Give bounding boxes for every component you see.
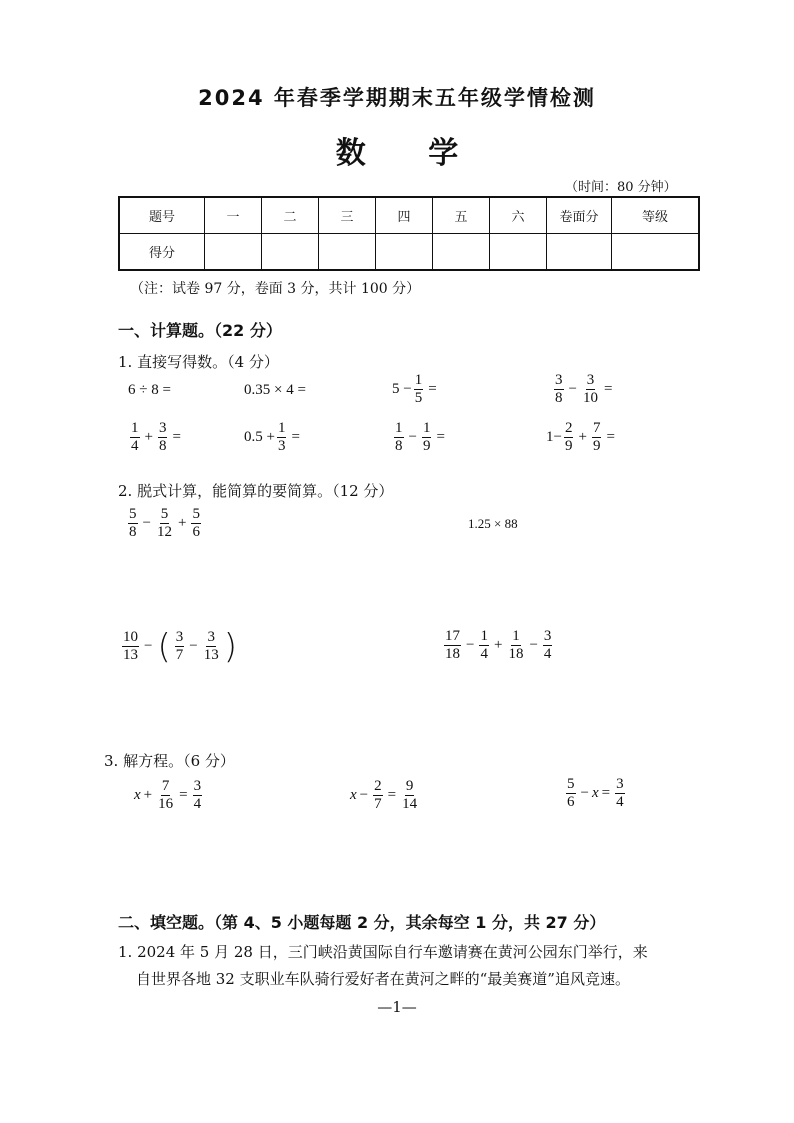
denominator: 7 (374, 796, 382, 812)
fraction (582, 372, 599, 407)
q2-expr-2: 1.25 × 88 (468, 516, 518, 531)
q2-expr-1 (126, 506, 203, 541)
operator: − (142, 515, 151, 531)
fraction (156, 506, 173, 541)
variable-x: x (591, 785, 599, 801)
fraction (158, 420, 168, 455)
numerator: 17 (445, 628, 460, 644)
numerator: 7 (592, 420, 601, 436)
numerator: 1 (277, 420, 286, 436)
score-input-cell[interactable] (433, 234, 490, 271)
table-cell: 六 (490, 197, 547, 234)
numerator: 3 (586, 372, 595, 388)
variable-x: x (134, 787, 141, 803)
numerator: 3 (543, 628, 552, 644)
section2-title: 二、填空题。（第 4、5 小题每题 2 分，其余每空 1 分，共 27 分） (118, 913, 606, 932)
fraction (175, 629, 185, 664)
score-table (118, 196, 700, 271)
equals-sign: = (601, 785, 611, 801)
q1-expr-1: 6 ÷ 8 = (128, 382, 171, 398)
numerator: 3 (616, 776, 624, 792)
table-cell: 得分 (119, 234, 205, 271)
fraction (414, 372, 424, 407)
numerator: 10 (123, 629, 138, 645)
fraction (479, 628, 489, 663)
operator: + (578, 429, 587, 445)
section2-q1-line2: 自世界各地 32 支职业车队骑行爱好者在黄河之畔的“最美赛道”追风竞速。 (136, 970, 630, 988)
denominator: 8 (555, 390, 563, 406)
page-number: —1— (377, 998, 417, 1016)
denominator: 9 (422, 438, 431, 454)
denominator: 14 (402, 796, 418, 812)
denominator: 5 (414, 390, 423, 406)
denominator: 6 (192, 524, 200, 540)
time-limit: （时间：80 分钟） (565, 180, 677, 195)
score-note: （注：试卷 97 分，卷面 3 分，共计 100 分） (130, 281, 421, 297)
score-input-cell[interactable] (319, 234, 376, 271)
numerator: 2 (374, 778, 382, 794)
section2-q1-line1: 1. 2024 年 5 月 28 日，三门峡沿黄国际自行车邀请赛在黄河公园东门举行，来 (118, 943, 648, 961)
denominator: 13 (123, 647, 138, 663)
operator: + (144, 429, 153, 445)
numerator: 3 (158, 420, 167, 436)
fraction (277, 420, 287, 455)
denominator: 4 (616, 794, 624, 810)
fraction (128, 506, 138, 541)
equals-sign: = (387, 787, 397, 803)
denominator: 18 (508, 646, 524, 662)
denominator: 4 (131, 438, 139, 454)
numerator: 1 (131, 420, 139, 436)
q1-expr-4 (552, 372, 615, 407)
table-cell: 一 (205, 197, 262, 234)
table-cell: 四 (376, 197, 433, 234)
table-cell: 卷面分 (547, 197, 612, 234)
q1-expr-6 (244, 420, 303, 455)
denominator: 4 (543, 646, 552, 662)
score-input-cell[interactable] (205, 234, 262, 271)
equals-sign: = (179, 787, 188, 803)
subject-title: 数 学 (335, 136, 485, 171)
table-cell: 二 (262, 197, 319, 234)
score-table-score-row (119, 234, 699, 271)
numerator: 9 (405, 778, 414, 794)
table-cell: 三 (319, 197, 376, 234)
fraction (130, 420, 140, 455)
numerator: 7 (161, 778, 170, 794)
fraction (203, 629, 220, 664)
operator: − (408, 429, 417, 445)
numerator: 2 (564, 420, 573, 436)
fraction (543, 628, 553, 663)
denominator: 6 (567, 794, 575, 810)
fraction (122, 629, 139, 664)
table-cell: 五 (433, 197, 490, 234)
denominator: 8 (129, 524, 137, 540)
equals-sign: = (291, 429, 300, 445)
operator: − (580, 785, 589, 801)
fraction (401, 778, 418, 813)
operator: − (466, 637, 475, 653)
expr-text: 1− (546, 429, 562, 445)
score-input-cell[interactable] (262, 234, 319, 271)
q2-title: 2. 脱式计算，能简算的要简算。（12 分） (118, 482, 394, 500)
q3-equation-3 (564, 776, 627, 811)
expr-text: 5 − (392, 381, 412, 397)
numerator: 3 (193, 778, 202, 794)
section1-title: 一、计算题。（22 分） (118, 321, 282, 340)
denominator: 7 (175, 647, 184, 663)
exam-title: 2024 年春季学期期末五年级学情检测 (198, 86, 596, 110)
denominator: 9 (592, 438, 601, 454)
fraction (193, 778, 203, 813)
equals-sign: = (428, 381, 437, 397)
fraction (507, 628, 524, 663)
table-cell: 等级 (612, 197, 700, 234)
equals-sign: = (436, 429, 445, 445)
q3-equation-2 (350, 778, 420, 813)
q1-expr-5 (128, 420, 184, 455)
fraction (422, 420, 432, 455)
operator: − (359, 787, 369, 803)
denominator: 3 (277, 438, 286, 454)
operator: + (143, 787, 153, 803)
operator: + (177, 515, 187, 531)
right-paren: ) (223, 626, 237, 667)
fraction (592, 420, 602, 455)
denominator: 13 (203, 647, 219, 663)
score-input-cell[interactable] (547, 234, 612, 271)
numerator: 3 (207, 629, 215, 645)
fraction (157, 778, 174, 813)
denominator: 9 (564, 438, 573, 454)
numerator: 3 (555, 372, 563, 388)
denominator: 18 (445, 646, 460, 662)
equals-sign: = (172, 429, 181, 445)
operator: + (493, 637, 503, 653)
score-input-cell[interactable] (490, 234, 547, 271)
numerator: 1 (512, 628, 520, 644)
numerator: 3 (175, 629, 184, 645)
denominator: 16 (158, 796, 174, 812)
score-input-cell[interactable] (612, 234, 700, 271)
operator: − (189, 638, 198, 654)
equals-sign: = (603, 381, 613, 397)
fraction (191, 506, 201, 541)
table-cell: 题号 (119, 197, 205, 234)
operator: − (144, 638, 153, 654)
numerator: 5 (129, 506, 137, 522)
fraction (554, 372, 564, 407)
q2-expr-3 (120, 626, 239, 667)
q1-title: 1. 直接写得数。（4 分） (118, 353, 279, 371)
numerator: 5 (160, 506, 169, 522)
q1-expr-8 (546, 420, 618, 455)
denominator: 12 (156, 524, 172, 540)
q3-title: 3. 解方程。（6 分） (104, 752, 235, 770)
fraction (444, 628, 461, 663)
score-table-header-row (119, 197, 699, 234)
numerator: 1 (414, 372, 423, 388)
score-input-cell[interactable] (376, 234, 433, 271)
denominator: 4 (193, 796, 202, 812)
denominator: 4 (480, 646, 488, 662)
fraction (564, 420, 574, 455)
q2-expr-4 (442, 628, 554, 663)
denominator: 8 (395, 438, 403, 454)
q1-expr-3 (392, 372, 440, 407)
denominator: 10 (582, 390, 598, 406)
expr-text: 0.5 + (244, 429, 275, 445)
numerator: 5 (567, 776, 575, 792)
fraction (566, 776, 576, 811)
denominator: 8 (158, 438, 167, 454)
variable-x: x (350, 787, 357, 803)
operator: − (529, 637, 538, 653)
numerator: 1 (422, 420, 431, 436)
equals-sign: = (606, 429, 615, 445)
fraction (615, 776, 625, 811)
fraction (373, 778, 383, 813)
numerator: 1 (395, 420, 403, 436)
numerator: 1 (480, 628, 488, 644)
left-paren: ( (157, 626, 171, 667)
q1-expr-7 (392, 420, 448, 455)
fraction (394, 420, 404, 455)
q1-expr-2: 0.35 × 4 = (244, 382, 306, 398)
q3-equation-1 (134, 778, 204, 813)
operator: − (568, 381, 577, 397)
numerator: 5 (192, 506, 200, 522)
